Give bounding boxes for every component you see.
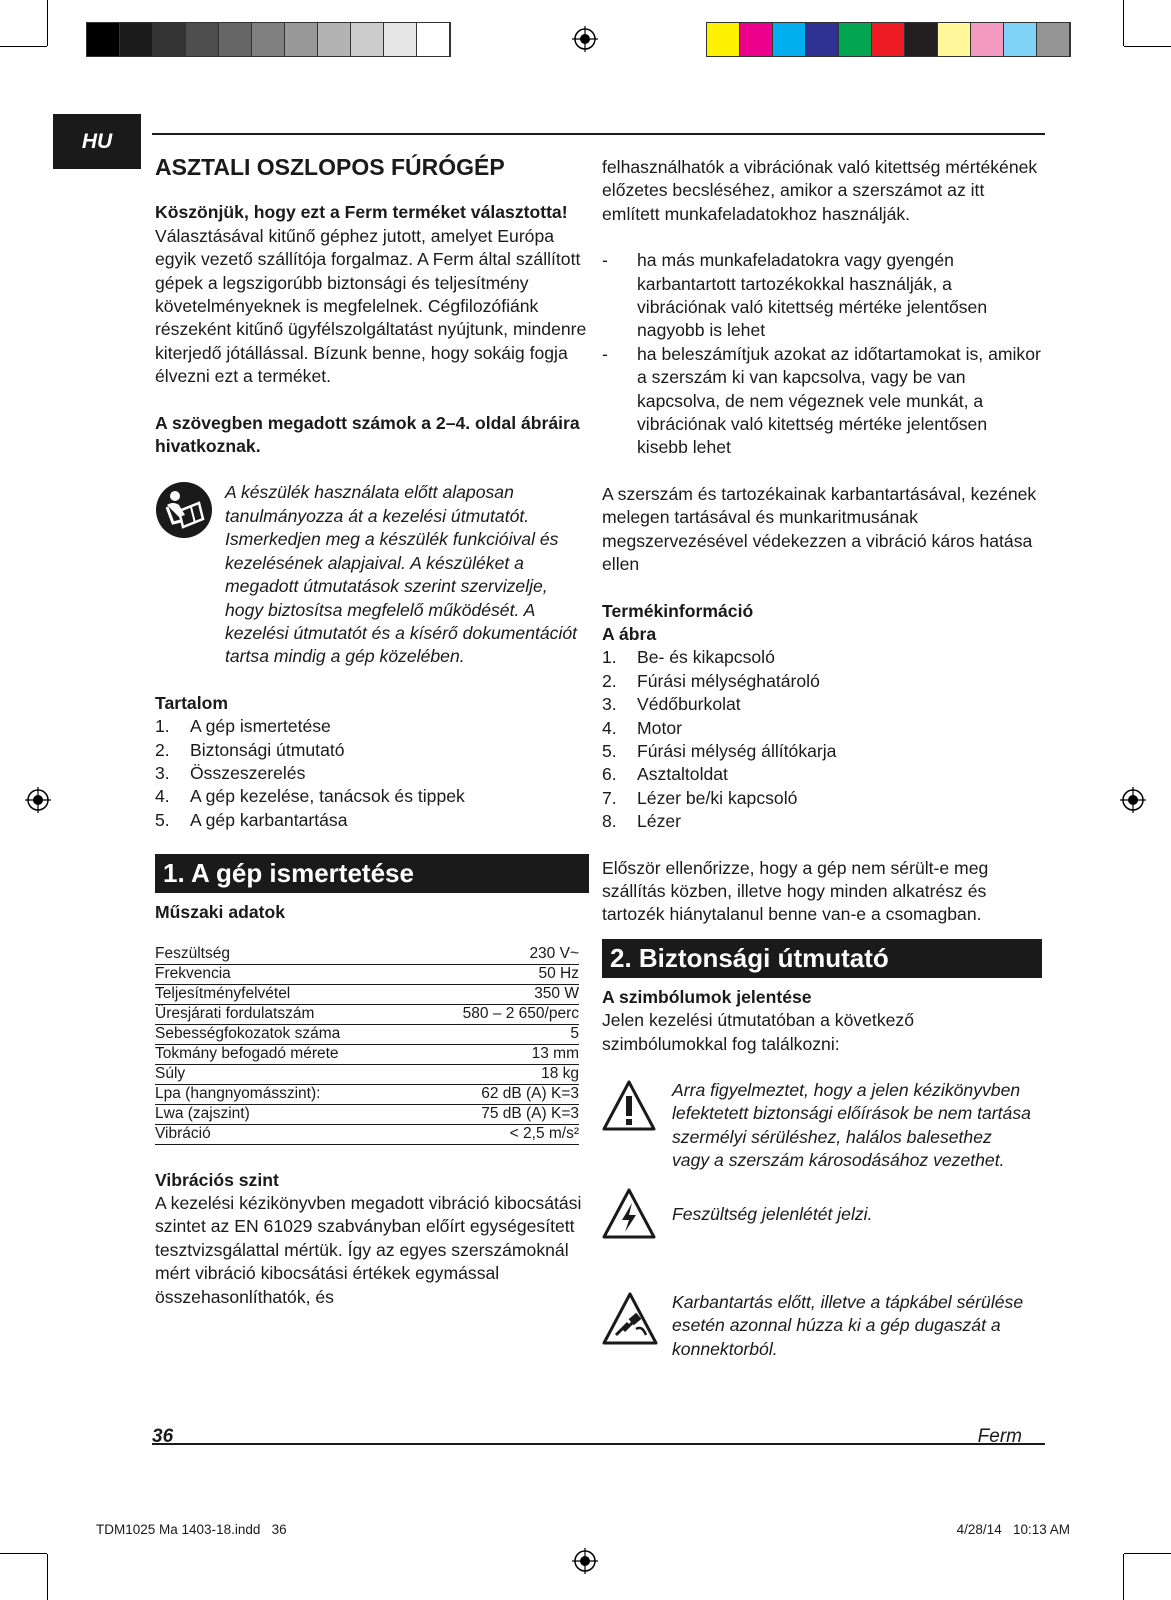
list-number: 6. bbox=[602, 764, 617, 785]
color-swatch bbox=[839, 23, 872, 56]
list-text: A gép karbantartása bbox=[190, 809, 348, 830]
spec-value: 18 kg bbox=[415, 1064, 579, 1084]
contents-item bbox=[155, 762, 589, 785]
gray-swatch bbox=[285, 23, 318, 56]
spec-value: 50 Hz bbox=[415, 964, 579, 984]
list-text: A gép ismertetése bbox=[190, 716, 331, 737]
gray-color-bar bbox=[86, 22, 451, 57]
list-number: 3. bbox=[602, 694, 617, 715]
spec-label: Feszültség bbox=[155, 945, 415, 965]
voltage-triangle-icon bbox=[602, 1187, 656, 1241]
list-number: 5. bbox=[602, 740, 617, 761]
list-number: 8. bbox=[602, 811, 617, 832]
bullet-item bbox=[602, 343, 1042, 460]
part-item bbox=[602, 740, 1042, 763]
part-item bbox=[602, 763, 1042, 786]
spec-value: 230 V~ bbox=[415, 945, 579, 965]
intro-text: Választásával kitűnő géphez jutott, amelyet Európa egyik vezető szállítója forgalmaz. A Ferm által szállított gépek a legszigorúbb biztonsági és teljesítmény követelményeknek is megfelelnek. Cégfilozófiánk részeként kitűnő ügyfélszolgáltatást nyújtunk, mindenre kiterjedő jótállással. Bízunk benne, hogy sokáig fogja élvezni ezt a terméket. bbox=[155, 225, 587, 387]
language-tab bbox=[53, 114, 141, 169]
list-text: Összeszerelés bbox=[190, 762, 306, 783]
read-manual-notice bbox=[155, 481, 589, 668]
part-item bbox=[602, 693, 1042, 716]
left-column bbox=[155, 156, 589, 1309]
gray-swatch bbox=[153, 23, 186, 56]
spec-row bbox=[155, 1084, 579, 1104]
crop-mark bbox=[1123, 0, 1124, 46]
list-number: 3. bbox=[155, 762, 170, 783]
color-swatch bbox=[707, 23, 740, 56]
language-label: HU bbox=[81, 129, 113, 153]
list-number: 1. bbox=[602, 647, 617, 668]
contents-list bbox=[155, 715, 589, 832]
gray-swatch bbox=[417, 23, 450, 56]
gray-swatch bbox=[87, 23, 120, 56]
registration-mark-icon bbox=[1120, 787, 1146, 813]
registration-mark-icon bbox=[572, 26, 598, 52]
crop-mark bbox=[0, 46, 47, 47]
list-text: Be- és kikapcsoló bbox=[637, 647, 775, 668]
warning-notice bbox=[602, 1079, 1042, 1173]
color-swatch bbox=[905, 23, 938, 56]
spec-label: Teljesítményfelvétel bbox=[155, 984, 415, 1004]
gray-swatch bbox=[219, 23, 252, 56]
voltage-notice bbox=[602, 1203, 1042, 1247]
gray-swatch bbox=[186, 23, 219, 56]
unplug-triangle-icon bbox=[602, 1291, 658, 1347]
bullet-mark: - bbox=[602, 343, 608, 364]
read-manual-text: A készülék használata előtt alaposan tanulmányozza át a kezelési útmutatót. Ismerkedjen meg a készülék funkcióival és kezelésének alapjaival. A készüléket a megadott útmutatások szerint szervizelje, hogy biztosítsa megfelelő működését. A kezelési útmutatót és a kísérő dokumentációt tartsa mindig a gép közelében. bbox=[225, 482, 578, 667]
section-2-heading: 2. Biztonsági útmutató bbox=[602, 939, 1042, 978]
page-title: ASZTALI OSZLOPOS FÚRÓGÉP bbox=[155, 154, 505, 180]
bullet-mark: - bbox=[602, 250, 608, 271]
unplug-notice bbox=[602, 1291, 1042, 1361]
vibration-text-cont: felhasználhatók a vibrációnak való kitettség mértékének előzetes becsléséhez, amikor a szerszámot az itt említett munkafeladatokhoz használják. bbox=[602, 157, 1038, 224]
product-info-title: Termékinformáció bbox=[602, 600, 754, 621]
spec-label: Sebességfokozatok száma bbox=[155, 1024, 415, 1044]
footer-rule bbox=[152, 1443, 1045, 1445]
list-number: 4. bbox=[155, 786, 170, 807]
list-number: 1. bbox=[155, 716, 170, 737]
color-swatch bbox=[1037, 23, 1070, 56]
symbols-title: A szimbólumok jelentése bbox=[602, 986, 812, 1007]
spec-value: < 2,5 m/s² bbox=[415, 1124, 579, 1144]
parts-list bbox=[602, 646, 1042, 833]
color-swatch bbox=[971, 23, 1004, 56]
color-swatch bbox=[872, 23, 905, 56]
crop-mark bbox=[0, 1553, 47, 1554]
warning-text: Arra figyelmeztet, hogy a jelen kézikönyvben lefektetett biztonsági előírások be nem tartása szermélyi sérüléshez, halálos balesethez vagy a szerszám károsodásához vezethet. bbox=[672, 1080, 1031, 1171]
bullet-item bbox=[602, 249, 1042, 343]
vibration-text: A kezelési kézikönyvben megadott vibráció kibocsátási szintet az EN 61029 szabványban előírt egységesített tesztvizsgálattal mértük. Így az egyes szerszámoknál mért vibráció kibocsátási értékek egymással összehasonlíthatók, és bbox=[155, 1192, 582, 1307]
contents-item bbox=[155, 715, 589, 738]
list-text: Védőburkolat bbox=[637, 694, 741, 715]
spec-value: 13 mm bbox=[415, 1044, 579, 1064]
bullet-text: ha más munkafeladatokra vagy gyengén karbantartott tartozékokkal használják, a vibrációnak való kitettség mértéke jelentősen nagyobb is lehet bbox=[637, 250, 988, 341]
spec-row bbox=[155, 964, 579, 984]
warning-triangle-icon bbox=[602, 1079, 656, 1133]
slug-date: 4/28/14 10:13 AM bbox=[956, 1522, 1070, 1537]
spec-label: Lwa (zajszint) bbox=[155, 1104, 415, 1124]
part-item bbox=[602, 810, 1042, 833]
list-text: Fúrási mélység állítókarja bbox=[637, 740, 837, 761]
part-item bbox=[602, 670, 1042, 693]
part-item bbox=[602, 646, 1042, 669]
spec-value: 5 bbox=[415, 1024, 579, 1044]
unplug-text: Karbantartás előtt, illetve a tápkábel sérülése esetén azonnal húzza ki a gép dugaszát a konnektorból. bbox=[672, 1292, 1024, 1359]
check-text: Először ellenőrizze, hogy a gép nem sérült-e meg szállítás közben, illetve hogy minden alkatrész és tartozék hiánytalanul benne van-e a csomagban. bbox=[602, 857, 989, 925]
protection-text: A szerszám és tartozékainak karbantartásával, kezének melegen tartásával és munkaritmusának megszervezésével védekezzen a vibráció káros hatása ellen bbox=[602, 483, 1037, 575]
crop-mark bbox=[47, 1554, 48, 1600]
spec-row bbox=[155, 1064, 579, 1084]
vibration-title: Vibrációs szint bbox=[155, 1169, 279, 1190]
crop-mark bbox=[1123, 1554, 1124, 1600]
list-text: Asztaltoldat bbox=[637, 764, 728, 785]
process-color-bar bbox=[706, 22, 1071, 57]
spec-value: 350 W bbox=[415, 984, 579, 1004]
spec-table bbox=[155, 945, 579, 1145]
list-text: Motor bbox=[637, 717, 682, 738]
color-swatch bbox=[1004, 23, 1037, 56]
list-text: A gép kezelése, tanácsok és tippek bbox=[190, 786, 465, 807]
list-text: Lézer bbox=[637, 811, 682, 832]
footer-brand: Ferm bbox=[977, 1426, 1022, 1447]
contents-title: Tartalom bbox=[155, 692, 228, 713]
registration-mark-icon bbox=[25, 787, 51, 813]
header-rule bbox=[152, 133, 1045, 135]
spec-label: Üresjárati fordulatszám bbox=[155, 1004, 415, 1024]
spec-row bbox=[155, 1044, 579, 1064]
part-item bbox=[602, 787, 1042, 810]
color-swatch bbox=[938, 23, 971, 56]
right-column bbox=[602, 156, 1042, 1361]
spec-value: 580 – 2 650/perc bbox=[415, 1004, 579, 1024]
crop-mark bbox=[47, 0, 48, 46]
list-number: 5. bbox=[155, 809, 170, 830]
gray-swatch bbox=[120, 23, 153, 56]
spec-row bbox=[155, 1124, 579, 1144]
spec-label: Frekvencia bbox=[155, 964, 415, 984]
color-swatch bbox=[740, 23, 773, 56]
gray-swatch bbox=[318, 23, 351, 56]
list-number: 7. bbox=[602, 787, 617, 808]
thanks-heading: Köszönjük, hogy ezt a Ferm terméket választotta! bbox=[155, 202, 568, 223]
contents-item bbox=[155, 739, 589, 762]
spec-label: Súly bbox=[155, 1064, 415, 1084]
list-number: 4. bbox=[602, 717, 617, 738]
list-text: Fúrási mélységhatároló bbox=[637, 670, 820, 691]
spec-row bbox=[155, 1104, 579, 1124]
contents-item bbox=[155, 809, 589, 832]
spec-row bbox=[155, 984, 579, 1004]
figure-a-title: A ábra bbox=[602, 623, 657, 644]
spec-row bbox=[155, 1024, 579, 1044]
part-item bbox=[602, 717, 1042, 740]
spec-row bbox=[155, 945, 579, 965]
registration-mark-icon bbox=[572, 1548, 598, 1574]
contents-item bbox=[155, 785, 589, 808]
spec-value: 62 dB (A) K=3 bbox=[415, 1084, 579, 1104]
gray-swatch bbox=[351, 23, 384, 56]
slug-file: TDM1025 Ma 1403-18.indd 36 bbox=[96, 1522, 287, 1537]
gray-swatch bbox=[252, 23, 285, 56]
bullet-text: ha beleszámítjuk azokat az időtartamokat is, amikor a szerszám ki van kapcsolva, vagy be van kapcsolva, de nem végeznek vele munkát, a vibrációnak való kitettség mértéke jelentősen kisebb lehet bbox=[637, 343, 1041, 458]
section-1-heading: 1. A gép ismertetése bbox=[155, 854, 589, 893]
tech-data-title: Műszaki adatok bbox=[155, 902, 286, 923]
spec-label: Lpa (hangnyomásszint): bbox=[155, 1084, 415, 1104]
vibration-bullets bbox=[602, 249, 1042, 460]
list-number: 2. bbox=[155, 739, 170, 760]
color-swatch bbox=[806, 23, 839, 56]
crop-mark bbox=[1124, 46, 1171, 47]
list-text: Lézer be/ki kapcsoló bbox=[637, 787, 798, 808]
gray-swatch bbox=[384, 23, 417, 56]
spec-value: 75 dB (A) K=3 bbox=[415, 1104, 579, 1124]
list-number: 2. bbox=[602, 670, 617, 691]
list-text: Biztonsági útmutató bbox=[190, 739, 345, 760]
spec-label: Vibráció bbox=[155, 1124, 415, 1144]
crop-mark bbox=[1124, 1553, 1171, 1554]
spec-label: Tokmány befogadó mérete bbox=[155, 1044, 415, 1064]
color-swatch bbox=[773, 23, 806, 56]
page-number: 36 bbox=[152, 1426, 174, 1447]
voltage-text: Feszültség jelenlétét jelzi. bbox=[672, 1203, 873, 1224]
figure-reference-note: A szövegben megadott számok a 2–4. oldal ábráira hivatkoznak. bbox=[155, 412, 580, 457]
symbols-intro: Jelen kezelési útmutatóban a következő szimbólumokkal fog találkozni: bbox=[602, 1010, 914, 1054]
read-manual-icon bbox=[155, 481, 213, 539]
spec-row bbox=[155, 1004, 579, 1024]
